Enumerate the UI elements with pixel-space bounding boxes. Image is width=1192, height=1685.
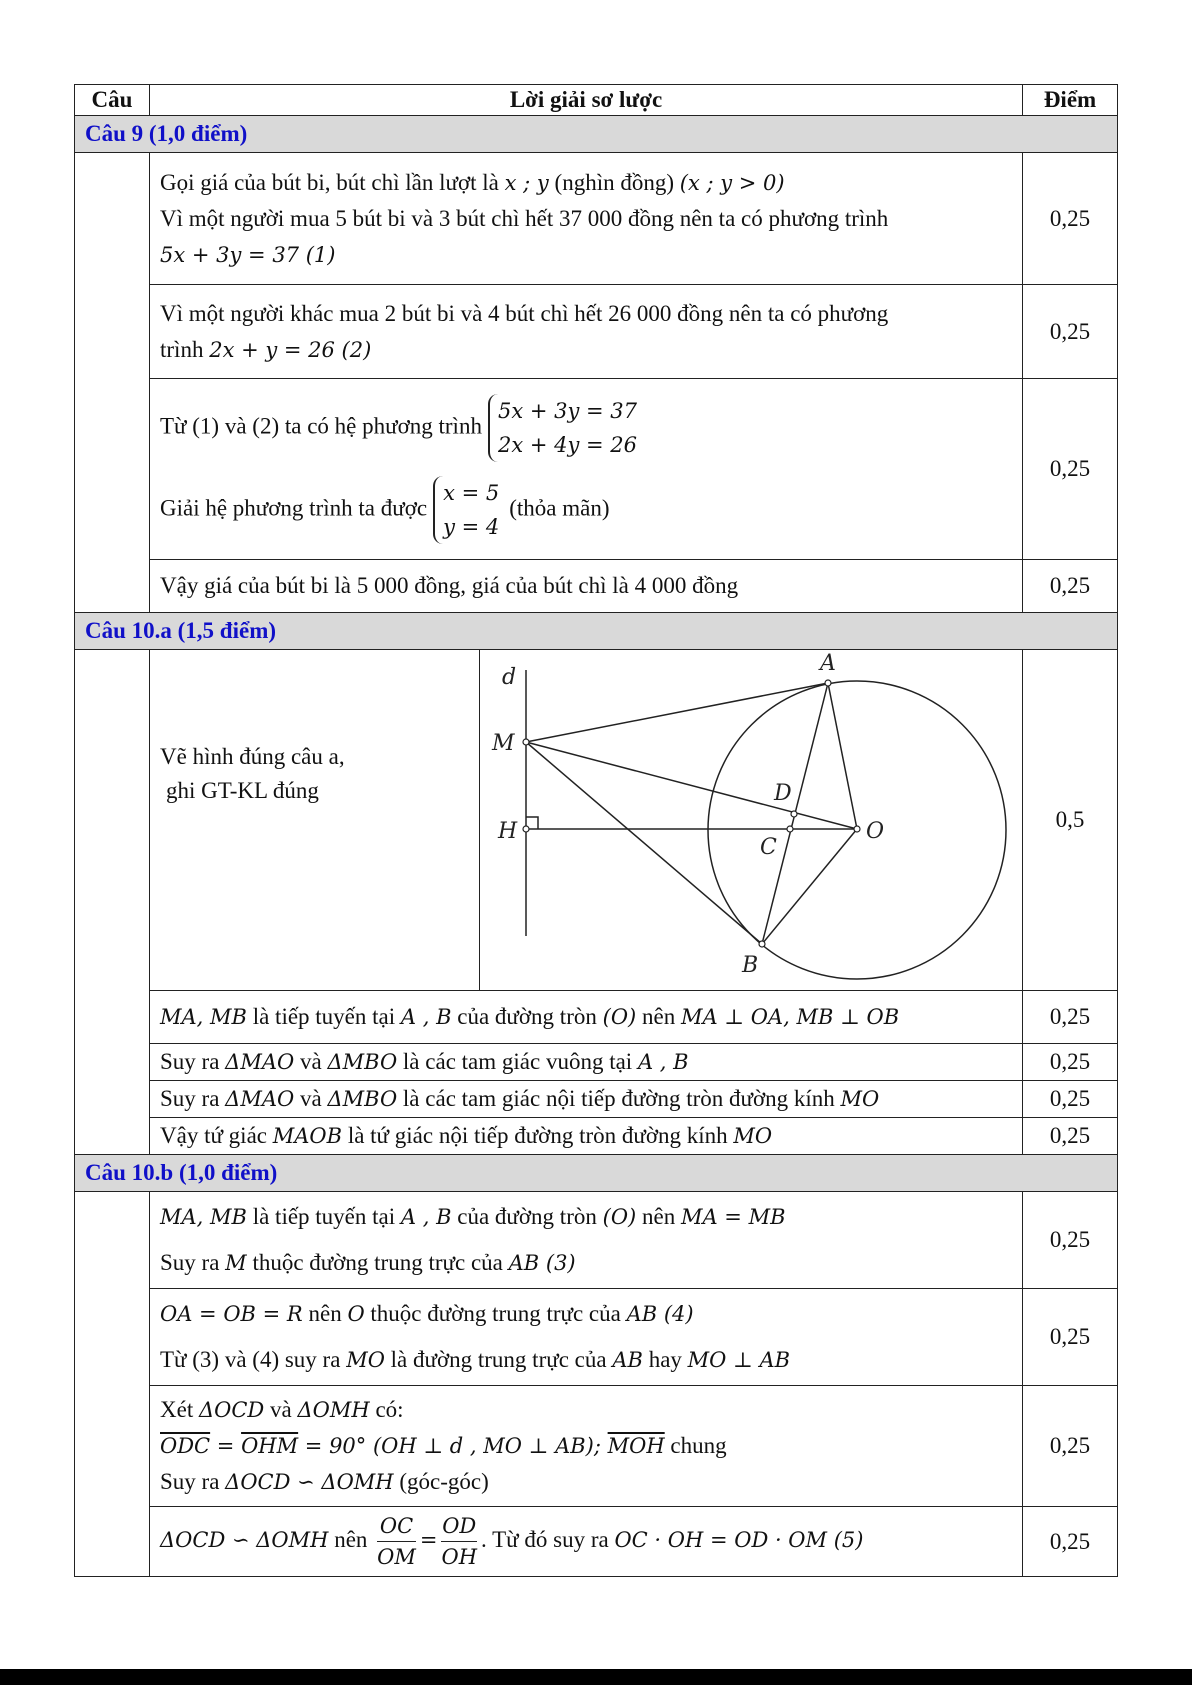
score-cell: 0,25 — [1023, 1289, 1118, 1386]
math: OC · OH = OD · OM (5) — [614, 1527, 864, 1552]
score-cell: 0,25 — [1023, 1507, 1118, 1577]
geometry-figure — [480, 650, 1022, 990]
figure-text — [150, 650, 480, 990]
score-cell: 0,5 — [1023, 650, 1118, 991]
solution-cell — [150, 1192, 1023, 1289]
text: là các tam giác nội tiếp đường tròn đường kính — [397, 1086, 841, 1111]
text: và — [294, 1049, 328, 1074]
math: x = 5 — [443, 481, 500, 505]
text-line — [160, 1392, 1012, 1428]
q10a-figure-row — [75, 650, 1118, 991]
text: và — [294, 1086, 328, 1111]
section-q10b — [75, 1155, 1118, 1192]
point-a — [825, 680, 831, 686]
score-cell: 0,25 — [1023, 1386, 1118, 1507]
math: = — [419, 1527, 438, 1552]
segment-ma — [526, 683, 828, 742]
math: 2x + 4y = 26 — [497, 433, 637, 457]
numerator: OC — [377, 1511, 416, 1542]
text: của đường tròn — [451, 1204, 603, 1229]
score-cell: 0,25 — [1023, 1192, 1118, 1289]
text: hay — [642, 1347, 688, 1372]
text: là đường trung trực của — [384, 1347, 613, 1372]
score-cell: 0,25 — [1023, 1044, 1118, 1081]
text: trình — [160, 336, 210, 362]
q9-row-2 — [75, 285, 1118, 379]
angle-odc: $\overline{ODC}$ — [160, 1434, 211, 1458]
math: ΔOMH — [297, 1398, 370, 1422]
solution-cell — [150, 379, 1023, 560]
geometry-svg — [480, 650, 1022, 990]
section-title: Câu 10.b (1,0 điểm) — [75, 1155, 1118, 1192]
text: có: — [369, 1397, 404, 1422]
solution-cell: Vậy giá của bút bi là 5 000 đồng, giá của bút chì là 4 000 đồng — [150, 560, 1023, 613]
math: = 90° (OH ⊥ d , MO ⊥ AB); — [298, 1434, 608, 1458]
text: nên — [328, 1526, 374, 1552]
math: A , B — [637, 1050, 689, 1074]
text: Giải hệ phương trình ta được — [160, 495, 428, 521]
text: Từ (1) và (2) ta có hệ phương trình — [160, 413, 482, 439]
solution-cell — [150, 991, 1023, 1044]
math: x ; y — [504, 170, 549, 195]
math: (O) — [602, 1005, 637, 1029]
point-m — [523, 739, 529, 745]
math: = — [210, 1434, 242, 1458]
label-a: A — [820, 651, 836, 676]
text-line — [160, 1464, 1012, 1500]
denominator: OH — [441, 1545, 478, 1569]
text: thuộc đường trung trực của — [364, 1301, 627, 1326]
section-title: Câu 9 (1,0 điểm) — [75, 116, 1118, 153]
q10b-row-1 — [75, 1192, 1118, 1289]
math: ΔMAO — [225, 1050, 295, 1074]
text: của đường tròn — [451, 1004, 603, 1029]
point-d — [791, 811, 797, 817]
q10b-row-2 — [75, 1289, 1118, 1386]
equation-2: 2x + y = 26 (2) — [209, 337, 372, 362]
text: Vậy tứ giác — [160, 1123, 273, 1148]
math: O — [347, 1302, 365, 1326]
math: MAOB — [272, 1124, 343, 1148]
math: (O) — [602, 1205, 637, 1229]
label-d: d — [502, 665, 517, 690]
text-line — [160, 1291, 1012, 1337]
score-cell: 0,25 — [1023, 560, 1118, 613]
text: Gọi giá của bút bi, bút chì lần lượt là — [160, 169, 505, 195]
point-o — [854, 826, 860, 832]
label-c: C — [760, 835, 777, 860]
math: ΔOCD ∽ ΔOMH — [160, 1527, 329, 1552]
text-line: ghi GT-KL đúng — [166, 778, 319, 803]
math: MA = MB — [680, 1205, 786, 1229]
math: AB (4) — [626, 1302, 694, 1326]
text-line — [160, 1194, 1012, 1240]
text-line — [160, 1428, 1012, 1464]
math: A , B — [400, 1005, 452, 1029]
angle-ohm: $\overline{OHM}$ — [241, 1434, 299, 1458]
text: chung — [664, 1433, 727, 1458]
table-header-row — [75, 85, 1118, 116]
math: OA = OB = R — [160, 1302, 303, 1326]
solution-cell — [150, 1081, 1023, 1118]
text: nên — [636, 1004, 681, 1029]
fraction-oc-om — [377, 1511, 416, 1572]
text: (góc-góc) — [393, 1469, 489, 1494]
solution-system — [433, 476, 503, 544]
figure-cell — [150, 650, 1023, 991]
solution-cell — [150, 1289, 1023, 1386]
text-line — [160, 476, 1012, 544]
text: . Từ đó suy ra — [481, 1526, 615, 1552]
figure-wrap — [150, 650, 1022, 990]
text: Suy ra — [160, 1049, 226, 1074]
equation-1: 5x + 3y = 37 (1) — [160, 242, 336, 267]
fraction-od-oh — [441, 1511, 477, 1572]
math: MO — [346, 1348, 385, 1372]
q9-row-3 — [75, 379, 1118, 560]
math: M — [225, 1251, 247, 1275]
score-cell: 0,25 — [1023, 285, 1118, 379]
label-h: H — [498, 819, 518, 844]
header-cau: Câu — [75, 85, 150, 116]
text: (thỏa mãn) — [509, 495, 610, 521]
text: Từ (3) và (4) suy ra — [160, 1347, 347, 1372]
q10a-row-1 — [75, 991, 1118, 1044]
math: (x ; y > 0) — [679, 170, 785, 195]
math: MO ⊥ AB — [687, 1348, 791, 1372]
q10a-row-4 — [75, 1118, 1118, 1155]
score-cell: 0,25 — [1023, 379, 1118, 560]
score-cell: 0,25 — [1023, 1118, 1118, 1155]
segment-ao — [828, 683, 857, 829]
denominator: OM — [377, 1545, 416, 1569]
text-line — [160, 1240, 1012, 1286]
solution-cell — [150, 1118, 1023, 1155]
point-c — [787, 826, 793, 832]
math: A , B — [400, 1205, 452, 1229]
section-q10a — [75, 613, 1118, 650]
header-loi-giai: Lời giải sơ lược — [150, 85, 1023, 116]
score-cell: 0,25 — [1023, 991, 1118, 1044]
text: là các tam giác vuông tại — [397, 1049, 638, 1074]
q9-row-1 — [75, 153, 1118, 285]
question-cell — [75, 1192, 150, 1577]
solution-cell — [150, 1507, 1023, 1577]
math: ΔMBO — [327, 1087, 398, 1111]
score-cell: 0,25 — [1023, 153, 1118, 285]
text: là tứ giác nội tiếp đường tròn đường kính — [342, 1123, 734, 1148]
label-d-point: D — [774, 781, 792, 806]
bottom-bar — [0, 1669, 1192, 1685]
label-o: O — [866, 819, 885, 844]
text: Suy ra — [160, 1086, 226, 1111]
solution-cell — [150, 1386, 1023, 1507]
math: AB (3) — [508, 1251, 576, 1275]
text: nên — [302, 1301, 348, 1326]
answer-sheet — [74, 84, 1117, 1577]
text-line — [160, 332, 1012, 368]
angle-moh: $\overline{MOH}$ — [607, 1434, 665, 1458]
math: ΔMAO — [225, 1087, 295, 1111]
text: thuộc đường trung trực của — [246, 1250, 509, 1275]
text-line: Vẽ hình đúng câu a, — [160, 744, 345, 769]
math: AB — [612, 1348, 643, 1372]
solution-cell — [150, 153, 1023, 285]
math: ΔMBO — [327, 1050, 398, 1074]
solution-cell — [150, 285, 1023, 379]
text-line — [160, 394, 1012, 462]
text-line — [160, 1337, 1012, 1383]
math: ΔOCD ∽ ΔOMH — [225, 1470, 394, 1494]
header-diem: Điểm — [1023, 85, 1118, 116]
text: (nghìn đồng) — [548, 169, 680, 195]
q10a-row-2 — [75, 1044, 1118, 1081]
text: Suy ra — [160, 1250, 226, 1275]
q10b-row-4 — [75, 1507, 1118, 1577]
score-cell: 0,25 — [1023, 1081, 1118, 1118]
text: Suy ra — [160, 1469, 226, 1494]
text: và — [264, 1397, 298, 1422]
math: 5x + 3y = 37 — [497, 399, 637, 423]
text-line — [160, 165, 1012, 201]
section-q9 — [75, 116, 1118, 153]
math: y = 4 — [443, 515, 500, 539]
math: ΔOCD — [198, 1398, 265, 1422]
segment-mo — [526, 742, 857, 829]
numerator: OD — [441, 1511, 477, 1542]
solution-table — [74, 84, 1118, 1577]
math: MA, MB — [160, 1005, 247, 1029]
text-line: Vì một người mua 5 bút bi và 3 bút chì hết 37 000 đồng nên ta có phương trình — [160, 205, 889, 231]
point-b — [759, 941, 765, 947]
equation-system — [488, 394, 641, 462]
text: là tiếp tuyến tại — [246, 1004, 401, 1029]
q9-row-4 — [75, 560, 1118, 613]
text-line: Vì một người khác mua 2 bút bi và 4 bút chì hết 26 000 đồng nên ta có phương — [160, 300, 889, 326]
q10a-row-3 — [75, 1081, 1118, 1118]
text: là tiếp tuyến tại — [246, 1204, 401, 1229]
solution-cell — [150, 1044, 1023, 1081]
label-m: M — [492, 731, 515, 756]
question-cell — [75, 650, 150, 1155]
math: MO — [733, 1124, 773, 1148]
point-h — [523, 826, 529, 832]
text: nên — [636, 1204, 681, 1229]
text: Xét — [160, 1397, 199, 1422]
q10b-row-3 — [75, 1386, 1118, 1507]
math: MA, MB — [160, 1205, 247, 1229]
math: MO — [840, 1087, 880, 1111]
label-b: B — [742, 953, 759, 978]
question-cell — [75, 153, 150, 613]
math: MA ⊥ OA, MB ⊥ OB — [680, 1005, 900, 1029]
section-title: Câu 10.a (1,5 điểm) — [75, 613, 1118, 650]
